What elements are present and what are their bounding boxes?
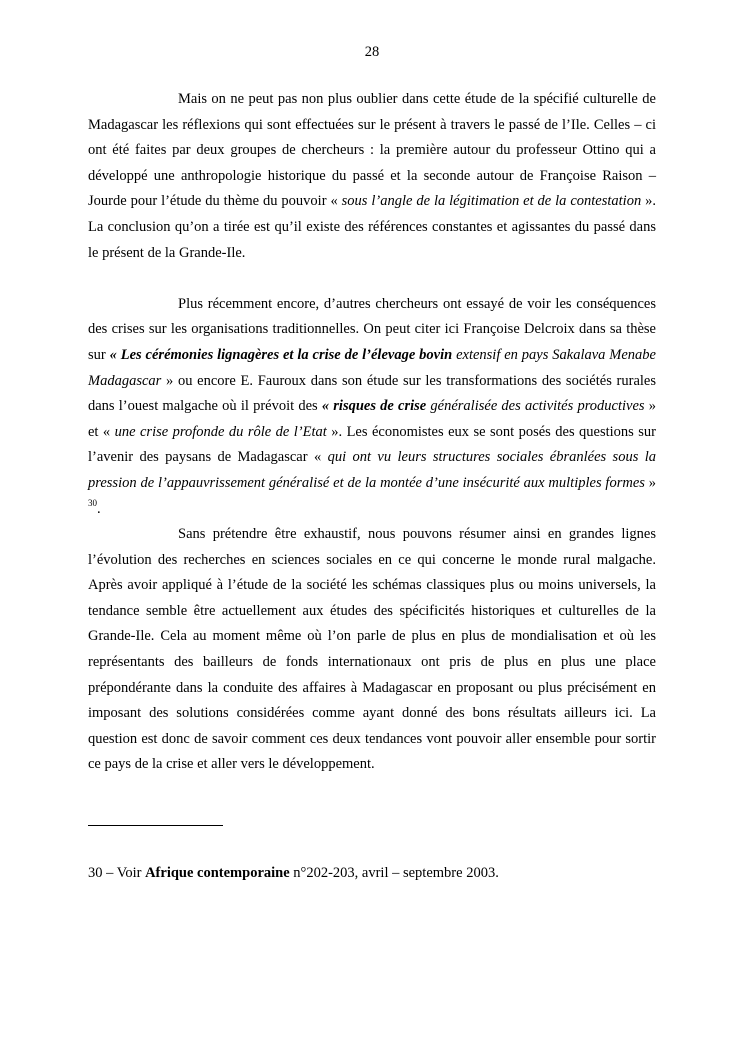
text-run: une crise profonde du rôle de l’Etat — [114, 423, 327, 440]
text-run: qui ont vu leurs structures sociales ébranlées sous la pression de l’appauvrissement généralisé et de la montée d’une insécurité aux multiples formes — [88, 449, 656, 491]
text-run: » et « — [88, 398, 656, 440]
text-run: Plus récemment encore, d’autres chercheurs ont essayé de voir les conséquences des crises sur les organisations traditionnelles. On peut citer ici Françoise Delcroix dans sa thèse sur — [88, 295, 656, 363]
footnote-30 — [88, 864, 688, 882]
text-run: Mais on ne peut pas non plus oublier dans cette étude de la spécifié culturelle de Madagascar les réflexions qui sont effectuées sur le présent à travers le passé de l’Ile. Celles – ci ont été faites par deux groupes de chercheurs : la première autour du professeur Ottino qui a développé une anthropologie historique du passé et la seconde autour de Françoise Raison – Jourde pour l’étude du thème du pouvoir « — [88, 91, 656, 210]
paragraph-1 — [88, 87, 656, 266]
footnote-prefix: 30 – Voir — [88, 865, 146, 881]
text-run: . — [97, 500, 101, 517]
footnote-reference: 30 — [88, 497, 97, 508]
text-run: Sans prétendre être exhaustif, nous pouvons résumer ainsi en grandes lignes l’évolution des recherches en sciences sociales en ce qui concerne le monde rural malgache. Après avoir appliqué à l’étude de la société les schémas classiques plus ou moins universels, la tendance semble être actuellement aux études des spécificités historiques et culturelles de la Grande-Ile. Cela au moment même où l’on parle de plus en plus de mondialisation et où les représentants des bailleurs de fonds internationaux ont pris de plus en plus une place prépondérante dans la conduite des affaires à Madagascar en proposant ou plus précisément en imposant des solutions considérées comme ayant donné des bons résultats ailleurs ici. La question est donc de savoir comment ces deux tendances vont pouvoir aller ensemble pour sortir ce pays de la crise et aller vers le développement. — [88, 526, 656, 773]
footnote-separator — [88, 825, 223, 826]
body-text — [88, 87, 656, 778]
paragraph-2 — [88, 292, 656, 522]
text-run: extensif en pays Sakalava Menabe Madagascar — [88, 346, 656, 389]
text-run: « risques de crise — [321, 398, 427, 415]
text-run: sous l’angle de la légitimation et de la contestation — [341, 193, 642, 210]
text-run: ». Les économistes eux se sont posés des questions sur l’avenir des paysans de Madagascar « — [88, 423, 656, 466]
footnote-suffix: n°202-203, avril – septembre 2003. — [289, 865, 499, 881]
text-run: « Les cérémonies lignagères et la crise de l’élevage bovin — [109, 346, 453, 363]
text-run: généralisée des activités productives — [426, 398, 645, 415]
text-run: » — [644, 474, 656, 491]
page-number: 28 — [364, 44, 380, 60]
text-run: » ou encore E. Fauroux dans son étude sur les transformations des sociétés rurales dans l’ouest malgache où il prévoit des — [88, 372, 656, 415]
paragraph-3 — [88, 522, 656, 778]
text-run: ». La conclusion qu’on a tirée est qu’il existe des références constantes et agissantes du passé dans le présent de la Grande-Ile. — [88, 193, 656, 261]
footnote-source-title: Afrique contemporaine — [145, 865, 290, 881]
